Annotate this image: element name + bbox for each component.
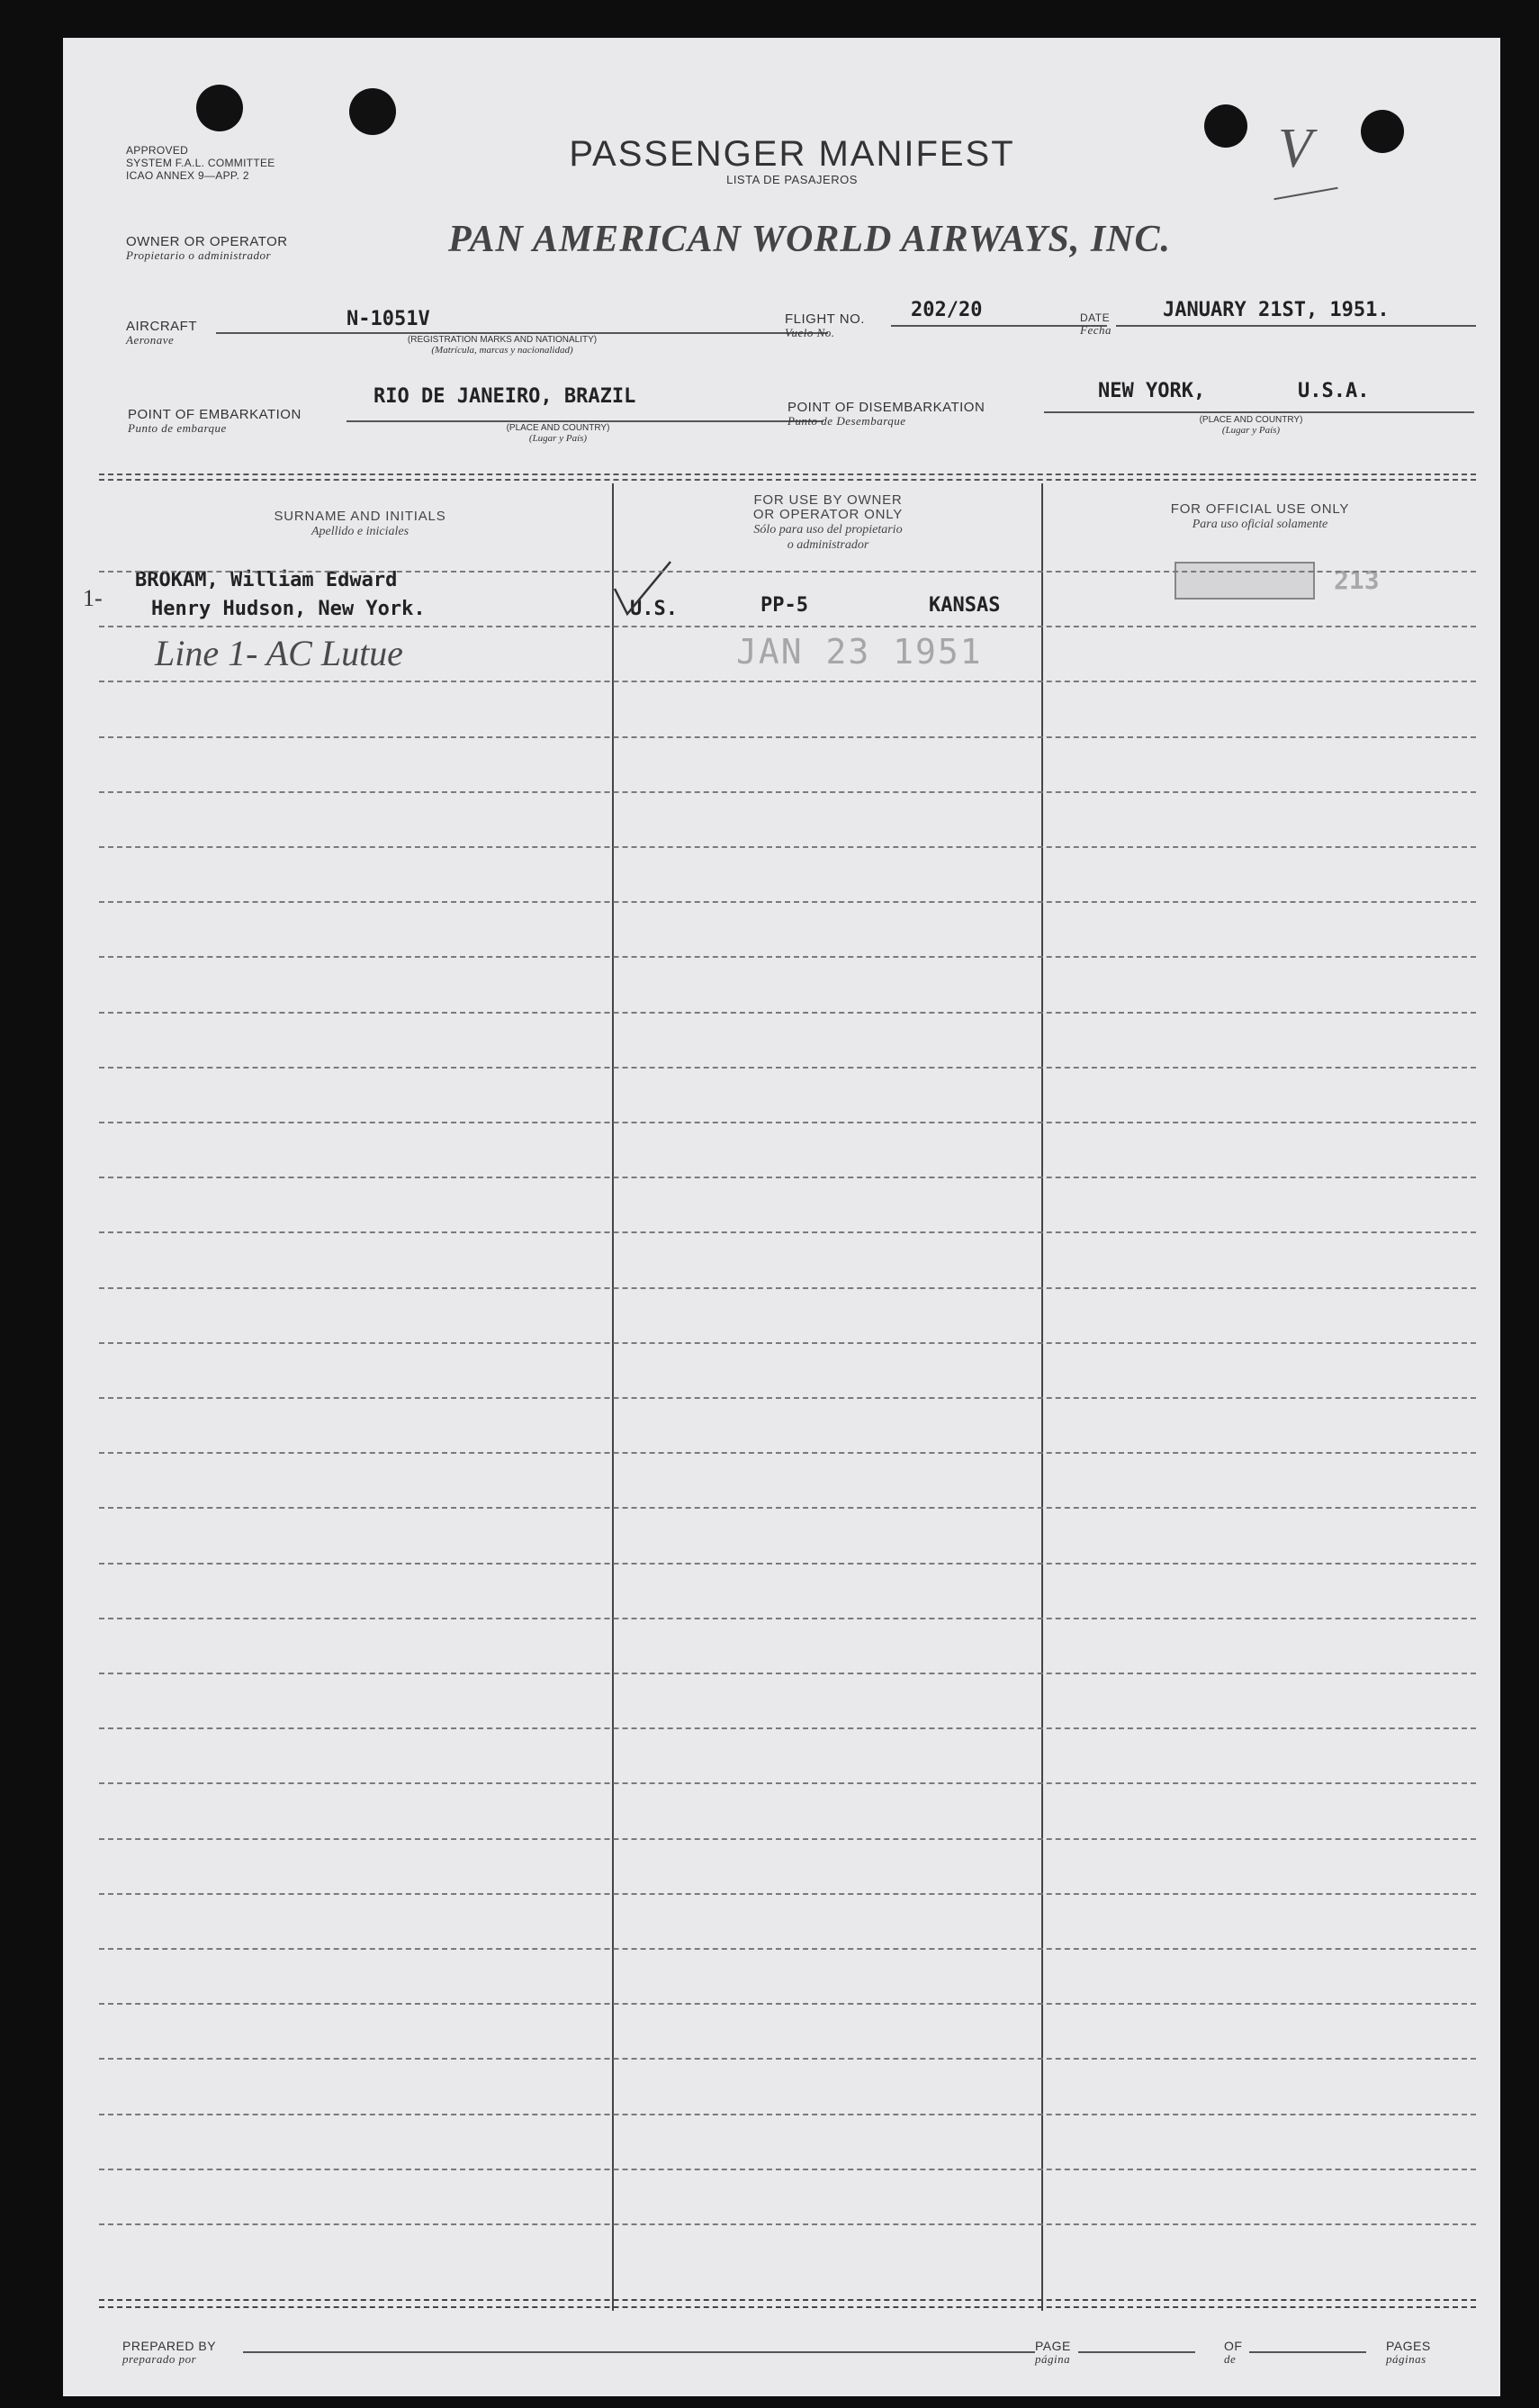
- aircraft-value: N-1051V: [346, 308, 430, 330]
- punch-hole-icon: [349, 88, 396, 135]
- surname-header-title: SURNAME AND INITIALS: [274, 509, 446, 524]
- disembarkation-city: NEW YORK,: [1098, 380, 1206, 402]
- embarkation-label: [128, 407, 302, 435]
- page-subtitle: LISTA DE PASAJEROS: [726, 173, 858, 186]
- pages-label: [1386, 2339, 1431, 2366]
- date-label-text: DATE: [1080, 311, 1111, 324]
- row-rule: [99, 1727, 1476, 1729]
- disembarkation-underline: [1044, 411, 1474, 413]
- of-label: [1224, 2339, 1242, 2366]
- owner-label: [126, 234, 288, 262]
- row-rule: [99, 956, 1476, 958]
- check-stroke-icon: [608, 553, 680, 625]
- row-rule: [99, 1342, 1476, 1344]
- owner-label-text: OWNER OR OPERATOR: [126, 234, 288, 249]
- embarkation-value: RIO DE JANEIRO, BRAZIL: [374, 385, 636, 408]
- prepared-by-field: [243, 2351, 1035, 2353]
- embarkation-label-text: POINT OF EMBARKATION: [128, 407, 302, 422]
- aircraft-label: [126, 319, 197, 347]
- owner-use-subtitle: o administrador: [787, 538, 869, 552]
- prepared-by-label: [122, 2339, 216, 2366]
- row-rule: [99, 1177, 1476, 1178]
- approved-line: SYSTEM F.A.L. COMMITTEE: [126, 157, 275, 169]
- aircraft-label-text: AIRCRAFT: [126, 319, 197, 334]
- punch-hole-icon: [1361, 110, 1404, 153]
- flight-label-text: FLIGHT NO.: [785, 311, 865, 327]
- official-use-subtitle: Para uso oficial solamente: [1192, 518, 1328, 531]
- embarkation-caption-text: (PLACE AND COUNTRY): [506, 423, 610, 433]
- aircraft-caption: [349, 335, 655, 356]
- approved-line: APPROVED: [126, 144, 189, 157]
- disembarkation-country: U.S.A.: [1298, 380, 1370, 402]
- page-label: [1035, 2339, 1071, 2366]
- row-rule: [99, 1122, 1476, 1123]
- row-rule: [99, 1287, 1476, 1289]
- date-stamp: JAN 23 1951: [736, 632, 983, 672]
- entry-name: BROKAM, William Edward: [135, 569, 398, 591]
- aircraft-caption-es: (Matrícula, marcas y nacionalidad): [431, 345, 573, 356]
- disembarkation-caption: [1152, 415, 1350, 436]
- approved-line: ICAO ANNEX 9—APP. 2: [126, 169, 249, 182]
- punch-hole-icon: [196, 85, 243, 131]
- prepared-by-es: preparado por: [122, 2352, 197, 2366]
- row-rule: [99, 1397, 1476, 1399]
- aircraft-caption-text: (REGISTRATION MARKS AND NATIONALITY): [407, 335, 598, 345]
- row-rule: [99, 1673, 1476, 1674]
- page-field: [1078, 2351, 1195, 2353]
- row-rule: [99, 681, 1476, 682]
- row-rule: [99, 571, 1476, 573]
- disembarkation-caption-es: (Lugar y País): [1221, 425, 1281, 436]
- page-label-es: página: [1035, 2352, 1071, 2366]
- row-rule: [99, 1782, 1476, 1784]
- pages-field: [1249, 2351, 1366, 2353]
- row-rule: [99, 2169, 1476, 2170]
- row-rule: [99, 1452, 1476, 1454]
- row-rule: [99, 1563, 1476, 1565]
- row-rule: [99, 2058, 1476, 2060]
- official-stamp-box: [1174, 562, 1315, 600]
- date-label-es: Fecha: [1080, 323, 1112, 337]
- surname-column-header: [216, 510, 504, 539]
- approved-block: [126, 144, 275, 182]
- owner-label-es: Propietario o administrador: [126, 248, 272, 262]
- embarkation-label-es: Punto de embarque: [128, 421, 227, 435]
- flight-underline: [891, 325, 1107, 327]
- prepared-by-text: PREPARED BY: [122, 2339, 217, 2353]
- table-bottom-border: [99, 2299, 1476, 2301]
- disembarkation-caption-text: (PLACE AND COUNTRY): [1199, 415, 1303, 425]
- table-bottom-border: [99, 2306, 1476, 2308]
- page-label-text: PAGE: [1035, 2339, 1071, 2353]
- official-use-column-header: [1116, 502, 1404, 532]
- pages-label-text: PAGES: [1386, 2339, 1431, 2353]
- flight-label: [785, 311, 865, 339]
- embarkation-caption-es: (Lugar y País): [528, 433, 588, 444]
- row-rule: [99, 2223, 1476, 2225]
- row-rule: [99, 2114, 1476, 2115]
- flight-label-es: Vuelo No.: [785, 326, 835, 339]
- disembarkation-label-text: POINT OF DISEMBARKATION: [788, 400, 986, 415]
- disembarkation-label-es: Punto de Desembarque: [788, 414, 906, 428]
- check-underline: [1274, 187, 1337, 200]
- row-rule: [99, 1012, 1476, 1014]
- row-rule: [99, 2003, 1476, 2005]
- row-rule: [99, 846, 1476, 848]
- row-rule: [99, 1618, 1476, 1619]
- row-rule: [99, 626, 1476, 627]
- date-underline: [1116, 325, 1476, 327]
- row-rule: [99, 901, 1476, 903]
- owner-use-column-header: [693, 493, 963, 553]
- handwritten-note: Line 1- AC Lutue: [155, 633, 403, 673]
- page-title: PASSENGER MANIFEST: [569, 134, 1015, 174]
- official-use-title: FOR OFFICIAL USE ONLY: [1170, 501, 1350, 517]
- row-rule: [99, 1507, 1476, 1509]
- aircraft-underline: [216, 332, 828, 334]
- entry-index: 1-: [83, 585, 103, 611]
- row-rule: [99, 736, 1476, 738]
- owner-value: PAN AMERICAN WORLD AIRWAYS, INC.: [448, 219, 1172, 260]
- entry-state: KANSAS: [929, 594, 1001, 617]
- disembarkation-label: [788, 400, 985, 428]
- row-rule: [99, 1067, 1476, 1069]
- owner-use-title: OR OPERATOR ONLY: [752, 507, 904, 522]
- check-mark: V: [1278, 118, 1312, 179]
- table-top-border: [99, 473, 1476, 475]
- of-label-es: de: [1224, 2352, 1237, 2366]
- embarkation-caption: [468, 423, 648, 444]
- pages-label-es: páginas: [1386, 2352, 1426, 2366]
- date-label: [1080, 311, 1112, 337]
- manifest-paper: [63, 38, 1500, 2396]
- embarkation-underline: [346, 420, 824, 422]
- date-value: JANUARY 21ST, 1951.: [1163, 299, 1390, 321]
- owner-use-subtitle: Sólo para uso del propietario: [753, 523, 903, 537]
- entry-passport: PP-5: [760, 594, 808, 617]
- row-rule: [99, 1231, 1476, 1233]
- aircraft-label-es: Aeronave: [126, 333, 175, 347]
- table-top-border: [99, 479, 1476, 481]
- owner-use-title: FOR USE BY OWNER: [753, 492, 903, 508]
- punch-hole-icon: [1204, 104, 1247, 148]
- row-rule: [99, 1948, 1476, 1950]
- row-rule: [99, 1893, 1476, 1895]
- surname-header-subtitle: Apellido e iniciales: [310, 525, 410, 538]
- official-stamp-number: 213: [1334, 565, 1380, 595]
- row-rule: [99, 1838, 1476, 1840]
- flight-value: 202/20: [911, 299, 983, 321]
- entry-address: Henry Hudson, New York.: [151, 598, 426, 620]
- entry-nationality: U.S.: [630, 598, 678, 620]
- title-block: [540, 135, 1044, 186]
- row-rule: [99, 791, 1476, 793]
- of-label-text: OF: [1224, 2339, 1243, 2353]
